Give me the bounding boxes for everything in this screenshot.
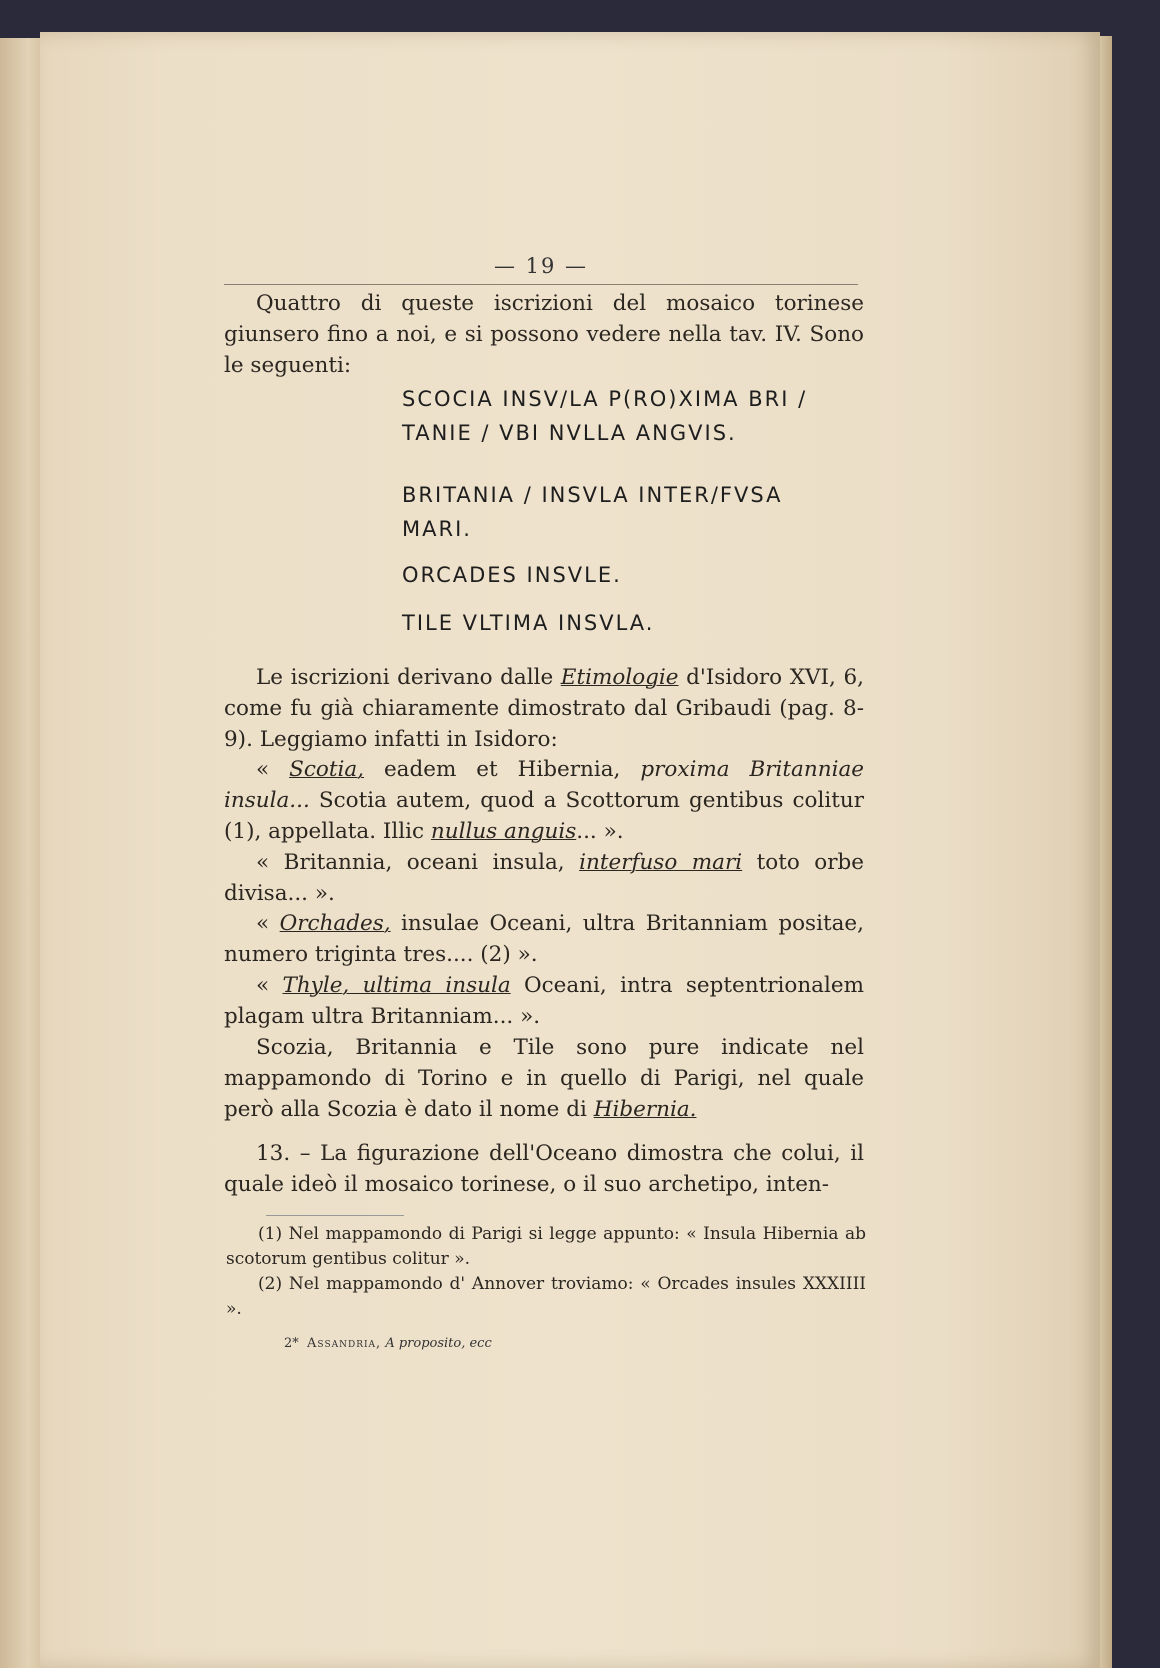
inscription-2 bbox=[402, 478, 822, 546]
facing-page-edge bbox=[0, 38, 42, 1668]
header-rule bbox=[224, 284, 858, 285]
inscription-1 bbox=[402, 382, 822, 450]
inscription-line: TILE VLTIMA INSVLA. bbox=[402, 611, 655, 635]
quote-orchades: « Orchades, insulae Oceani, ultra Britanniam positae, numero triginta tres.... (2) ». bbox=[224, 911, 864, 967]
paragraph-etimologie: Le iscrizioni derivano dalle Etimologie d'Isidoro XVI, 6, come fu già chiaramente dimostrato dal Gribaudi (pag. 8-9). Leggiamo infatti in Isidoro: bbox=[224, 665, 864, 752]
inscription-line: MARI. bbox=[402, 517, 472, 541]
quote-thyle: « Thyle, ultima insula Oceani, intra septentrionalem plagam ultra Britanniam... ». bbox=[224, 973, 864, 1029]
page-stack-edge bbox=[1100, 36, 1112, 1668]
intro-paragraph: Quattro di queste iscrizioni del mosaico torinese giunsero fino a noi, e si possono vedere nella tav. IV. Sono le seguenti: bbox=[224, 291, 864, 378]
footnote-rule bbox=[266, 1215, 404, 1216]
quote-scotia: « Scotia, eadem et Hibernia, proxima Britanniae insula... Scotia autem, quod a Scottorum gentibus colitur (1), appellata. Illic nullus anguis... ». bbox=[224, 757, 864, 844]
inscription-line: SCOCIA INSV/LA P(RO)XIMA BRI / bbox=[402, 387, 808, 411]
paragraph-scozia: Scozia, Britannia e Tile sono pure indicate nel mappamondo di Torino e in quello di Parigi, nel quale però alla Scozia è dato il nome di Hibernia. bbox=[224, 1035, 864, 1122]
inscription-line: ORCADES INSVLE. bbox=[402, 563, 622, 587]
paragraph-13: 13. – La figurazione dell'Oceano dimostra che colui, il quale ideò il mosaico torinese, o il suo archetipo, inten- bbox=[224, 1141, 864, 1197]
signature-mark: 2* Assandria, A proposito, ecc bbox=[284, 1336, 492, 1351]
inscription-line: TANIE / VBI NVLLA ANGVIS. bbox=[402, 421, 737, 445]
quote-britannia: « Britannia, oceani insula, interfuso mari toto orbe divisa... ». bbox=[224, 850, 864, 906]
page-number: — 19 — bbox=[493, 254, 589, 278]
inscription-4 bbox=[402, 606, 822, 640]
inscription-3 bbox=[402, 558, 822, 592]
footnote-1: (1) Nel mappamondo di Parigi si legge appunto: « Insula Hibernia ab scotorum gentibus colitur ». bbox=[226, 1224, 866, 1269]
inscription-line: BRITANIA / INSVLA INTER/FVSA bbox=[402, 483, 783, 507]
book-page bbox=[40, 32, 1100, 1668]
footnote-2: (2) Nel mappamondo d' Annover troviamo: « Orcades insules XXXIIII ». bbox=[226, 1274, 866, 1319]
